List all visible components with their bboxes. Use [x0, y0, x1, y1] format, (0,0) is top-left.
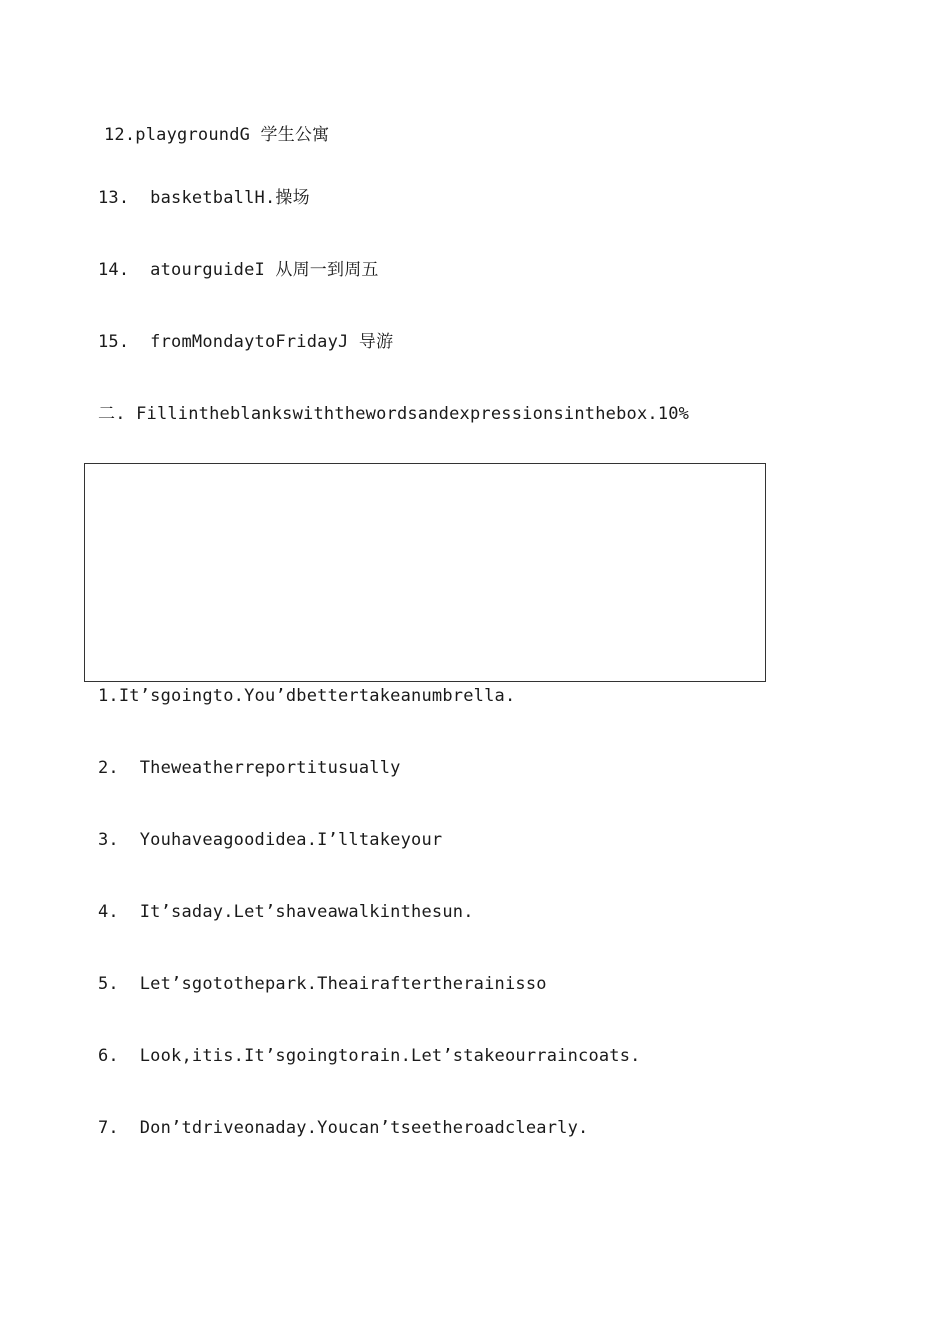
word-box — [84, 463, 766, 682]
fill-item-3: 3. Youhaveagoodidea.I’lltakeyour — [98, 830, 443, 850]
matching-item-12: 12.playgroundG 学生公寓 — [104, 125, 330, 145]
fill-item-2: 2. Theweatherreportitusually — [98, 758, 401, 778]
matching-item-13: 13. basketballH.操场 — [98, 188, 310, 208]
matching-item-15: 15. fromMondaytoFridayJ 导游 — [98, 332, 394, 352]
fill-item-7: 7. Don’tdriveonaday.Youcan’tseetheroadclearly. — [98, 1118, 589, 1138]
section-2-heading: 二. Fillintheblankswiththewordsandexpressionsinthebox.10% — [98, 404, 690, 424]
fill-item-1: 1.It’sgoingto.You’dbettertakeanumbrella. — [98, 686, 516, 706]
fill-item-6: 6. Look,itis.It’sgoingtorain.Let’stakeourraincoats. — [98, 1046, 641, 1066]
fill-item-5: 5. Let’sgotothepark.Theairaftertherainisso — [98, 974, 547, 994]
fill-item-4: 4. It’saday.Let’shaveawalkinthesun. — [98, 902, 474, 922]
matching-item-14: 14. atourguideI 从周一到周五 — [98, 260, 379, 280]
